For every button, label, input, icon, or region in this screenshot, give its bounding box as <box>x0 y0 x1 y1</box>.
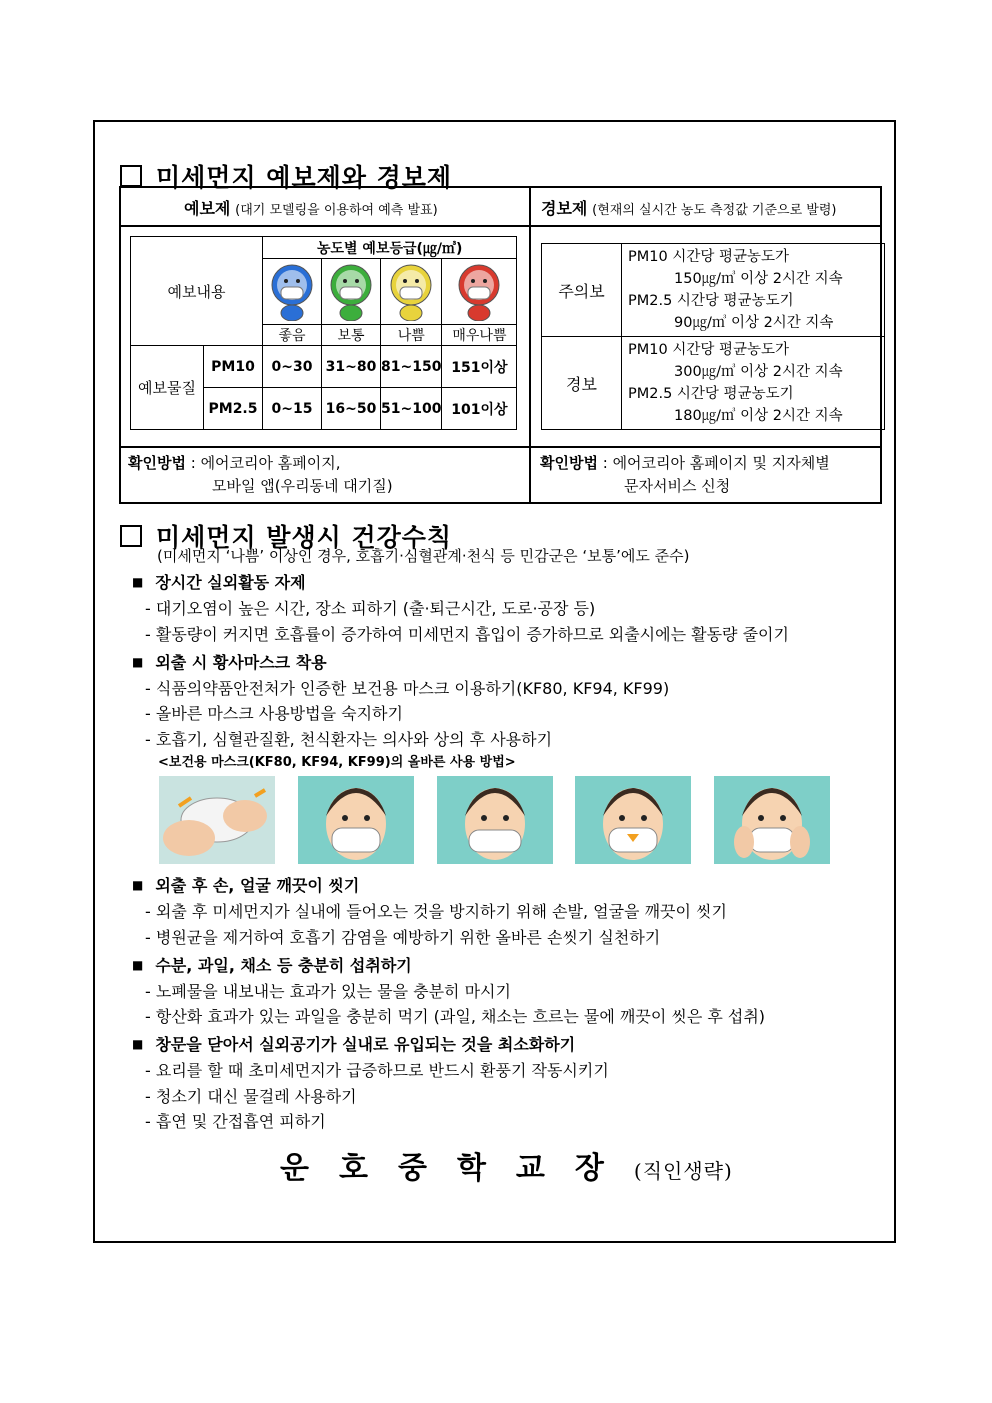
criteria-line: PM10 시간당 평균농도가 <box>628 342 789 358</box>
criteria-line: PM10 시간당 평균농도가 <box>628 249 789 265</box>
grade-face-cell <box>263 259 322 325</box>
rule-item: - 호흡기, 심혈관질환, 천식환자는 의사와 상의 후 사용하기 <box>145 727 552 750</box>
rule-item: - 올바른 마스크 사용방법을 숙지하기 <box>145 701 403 724</box>
grade-range-value: 51~100 <box>381 388 442 430</box>
rule-item: - 식품의약품안전처가 인증한 보건용 마스크 이용하기(KF80, KF94, KF99) <box>145 676 669 699</box>
criteria-line: 300㎍/㎥ 이상 2시간 지속 <box>674 364 843 380</box>
rule-title: ■ 장시간 실외활동 자제 <box>132 570 306 593</box>
rule-item: - 외출 후 미세먼지가 실내에 들어오는 것을 방지하기 위해 손발, 얼굴을 깨끗이 씻기 <box>145 899 727 922</box>
forecast-grade-table <box>130 236 517 430</box>
warning-level-name: 주의보 <box>542 244 622 337</box>
substance-name: PM10 <box>204 346 263 388</box>
section1-title: 미세먼지 예보제와 경보제 <box>120 158 452 194</box>
grade-header: 농도별 예보등급(㎍/㎥) <box>263 237 517 259</box>
mask-step1-image <box>159 776 275 864</box>
rule-item: - 요리를 할 때 초미세먼지가 급증하므로 반드시 환풍기 작동시키기 <box>145 1058 609 1081</box>
warning-level-criteria <box>622 337 885 430</box>
rule-item: - 흡연 및 간접흡연 피하기 <box>145 1109 326 1132</box>
substance-name: PM2.5 <box>204 388 263 430</box>
rule-item: - 항산화 효과가 있는 과일을 충분히 먹기 (과일, 채소는 흐르는 물에 깨끗이 씻은 후 섭취) <box>145 1004 765 1027</box>
section2-note: (미세먼지 ‘나쁨’ 이상인 경우, 호흡기·심혈관계·천식 등 민감군은 ‘보통’에도 준수) <box>157 547 690 565</box>
section2-title: 미세먼지 발생시 건강수칙 <box>120 518 452 554</box>
grade-face-icon <box>329 263 373 321</box>
grade-face-icon <box>389 263 433 321</box>
table-divider <box>529 186 531 504</box>
warning-check-method: 확인방법 : 에어코리아 홈페이지 및 지자체별 문자서비스 신청 <box>540 454 830 495</box>
criteria-line: PM2.5 시간당 평균농도기 <box>628 386 794 402</box>
criteria-line: 90㎍/㎥ 이상 2시간 지속 <box>674 315 834 331</box>
rule-item: - 병원균을 제거하여 호흡기 감염을 예방하기 위한 올바른 손씻기 실천하기 <box>145 925 660 948</box>
grade-face-icon <box>457 263 501 321</box>
rule-item: - 대기오염이 높은 시간, 장소 피하기 (출·퇴근시간, 도로·공장 등) <box>145 596 595 619</box>
checkbox-square-icon <box>120 165 142 187</box>
criteria-line: 150㎍/㎥ 이상 2시간 지속 <box>674 271 843 287</box>
mask-step2-image <box>298 776 414 864</box>
grade-range-value: 151이상 <box>442 346 517 388</box>
rule-item: - 청소기 대신 물걸레 사용하기 <box>145 1084 357 1107</box>
grade-range-value: 101이상 <box>442 388 517 430</box>
mask-step3-image <box>437 776 553 864</box>
grade-name: 보통 <box>322 325 381 346</box>
grade-range-value: 31~80 <box>322 346 381 388</box>
mask-step4-image <box>575 776 691 864</box>
forecast-header: 예보제 (대기 모델링을 이용하여 예측 발표) <box>184 199 438 218</box>
grade-range-value: 16~50 <box>322 388 381 430</box>
principal-signature: 운호중학교장(직인생략) <box>280 1151 733 1186</box>
rule-title: ■ 외출 후 손, 얼굴 깨끗이 씻기 <box>132 873 359 896</box>
grade-name: 좋음 <box>263 325 322 346</box>
forecast-check-method: 확인방법 : 에어코리아 홈페이지, 모바일 앱(우리동네 대기질) <box>128 454 393 495</box>
substance-label: 예보물질 <box>131 346 204 430</box>
grade-face-icon <box>270 263 314 321</box>
checkbox-square-icon <box>120 525 142 547</box>
grade-name: 매우나쁨 <box>442 325 517 346</box>
warning-level-table <box>541 243 885 430</box>
warning-header: 경보제 (현재의 실시간 농도 측정값 기준으로 발령) <box>541 199 837 218</box>
content-label: 예보내용 <box>131 237 263 346</box>
mask-step5-image <box>714 776 830 864</box>
table-header-line <box>119 225 882 227</box>
grade-range-value: 0~15 <box>263 388 322 430</box>
criteria-line: 180㎍/㎥ 이상 2시간 지속 <box>674 408 843 424</box>
table-footer-line <box>119 446 882 448</box>
grade-range-value: 0~30 <box>263 346 322 388</box>
grade-range-value: 81~150 <box>381 346 442 388</box>
criteria-line: PM2.5 시간당 평균농도기 <box>628 293 794 309</box>
mask-caption: <보건용 마스크(KF80, KF94, KF99)의 올바른 사용 방법> <box>158 755 516 770</box>
rule-item: - 노폐물을 내보내는 효과가 있는 물을 충분히 마시기 <box>145 979 511 1002</box>
warning-level-criteria <box>622 244 885 337</box>
rule-title: ■ 창문을 닫아서 실외공기가 실내로 유입되는 것을 최소화하기 <box>132 1032 575 1055</box>
grade-face-cell <box>381 259 442 325</box>
rule-title: ■ 외출 시 황사마스크 착용 <box>132 650 327 673</box>
grade-face-cell <box>442 259 517 325</box>
grade-name: 나쁨 <box>381 325 442 346</box>
rule-title: ■ 수분, 과일, 채소 등 충분히 섭취하기 <box>132 953 412 976</box>
warning-level-name: 경보 <box>542 337 622 430</box>
grade-face-cell <box>322 259 381 325</box>
rule-item: - 활동량이 커지면 호흡률이 증가하여 미세먼지 흡입이 증가하므로 외출시에는 활동량 줄이기 <box>145 622 789 645</box>
